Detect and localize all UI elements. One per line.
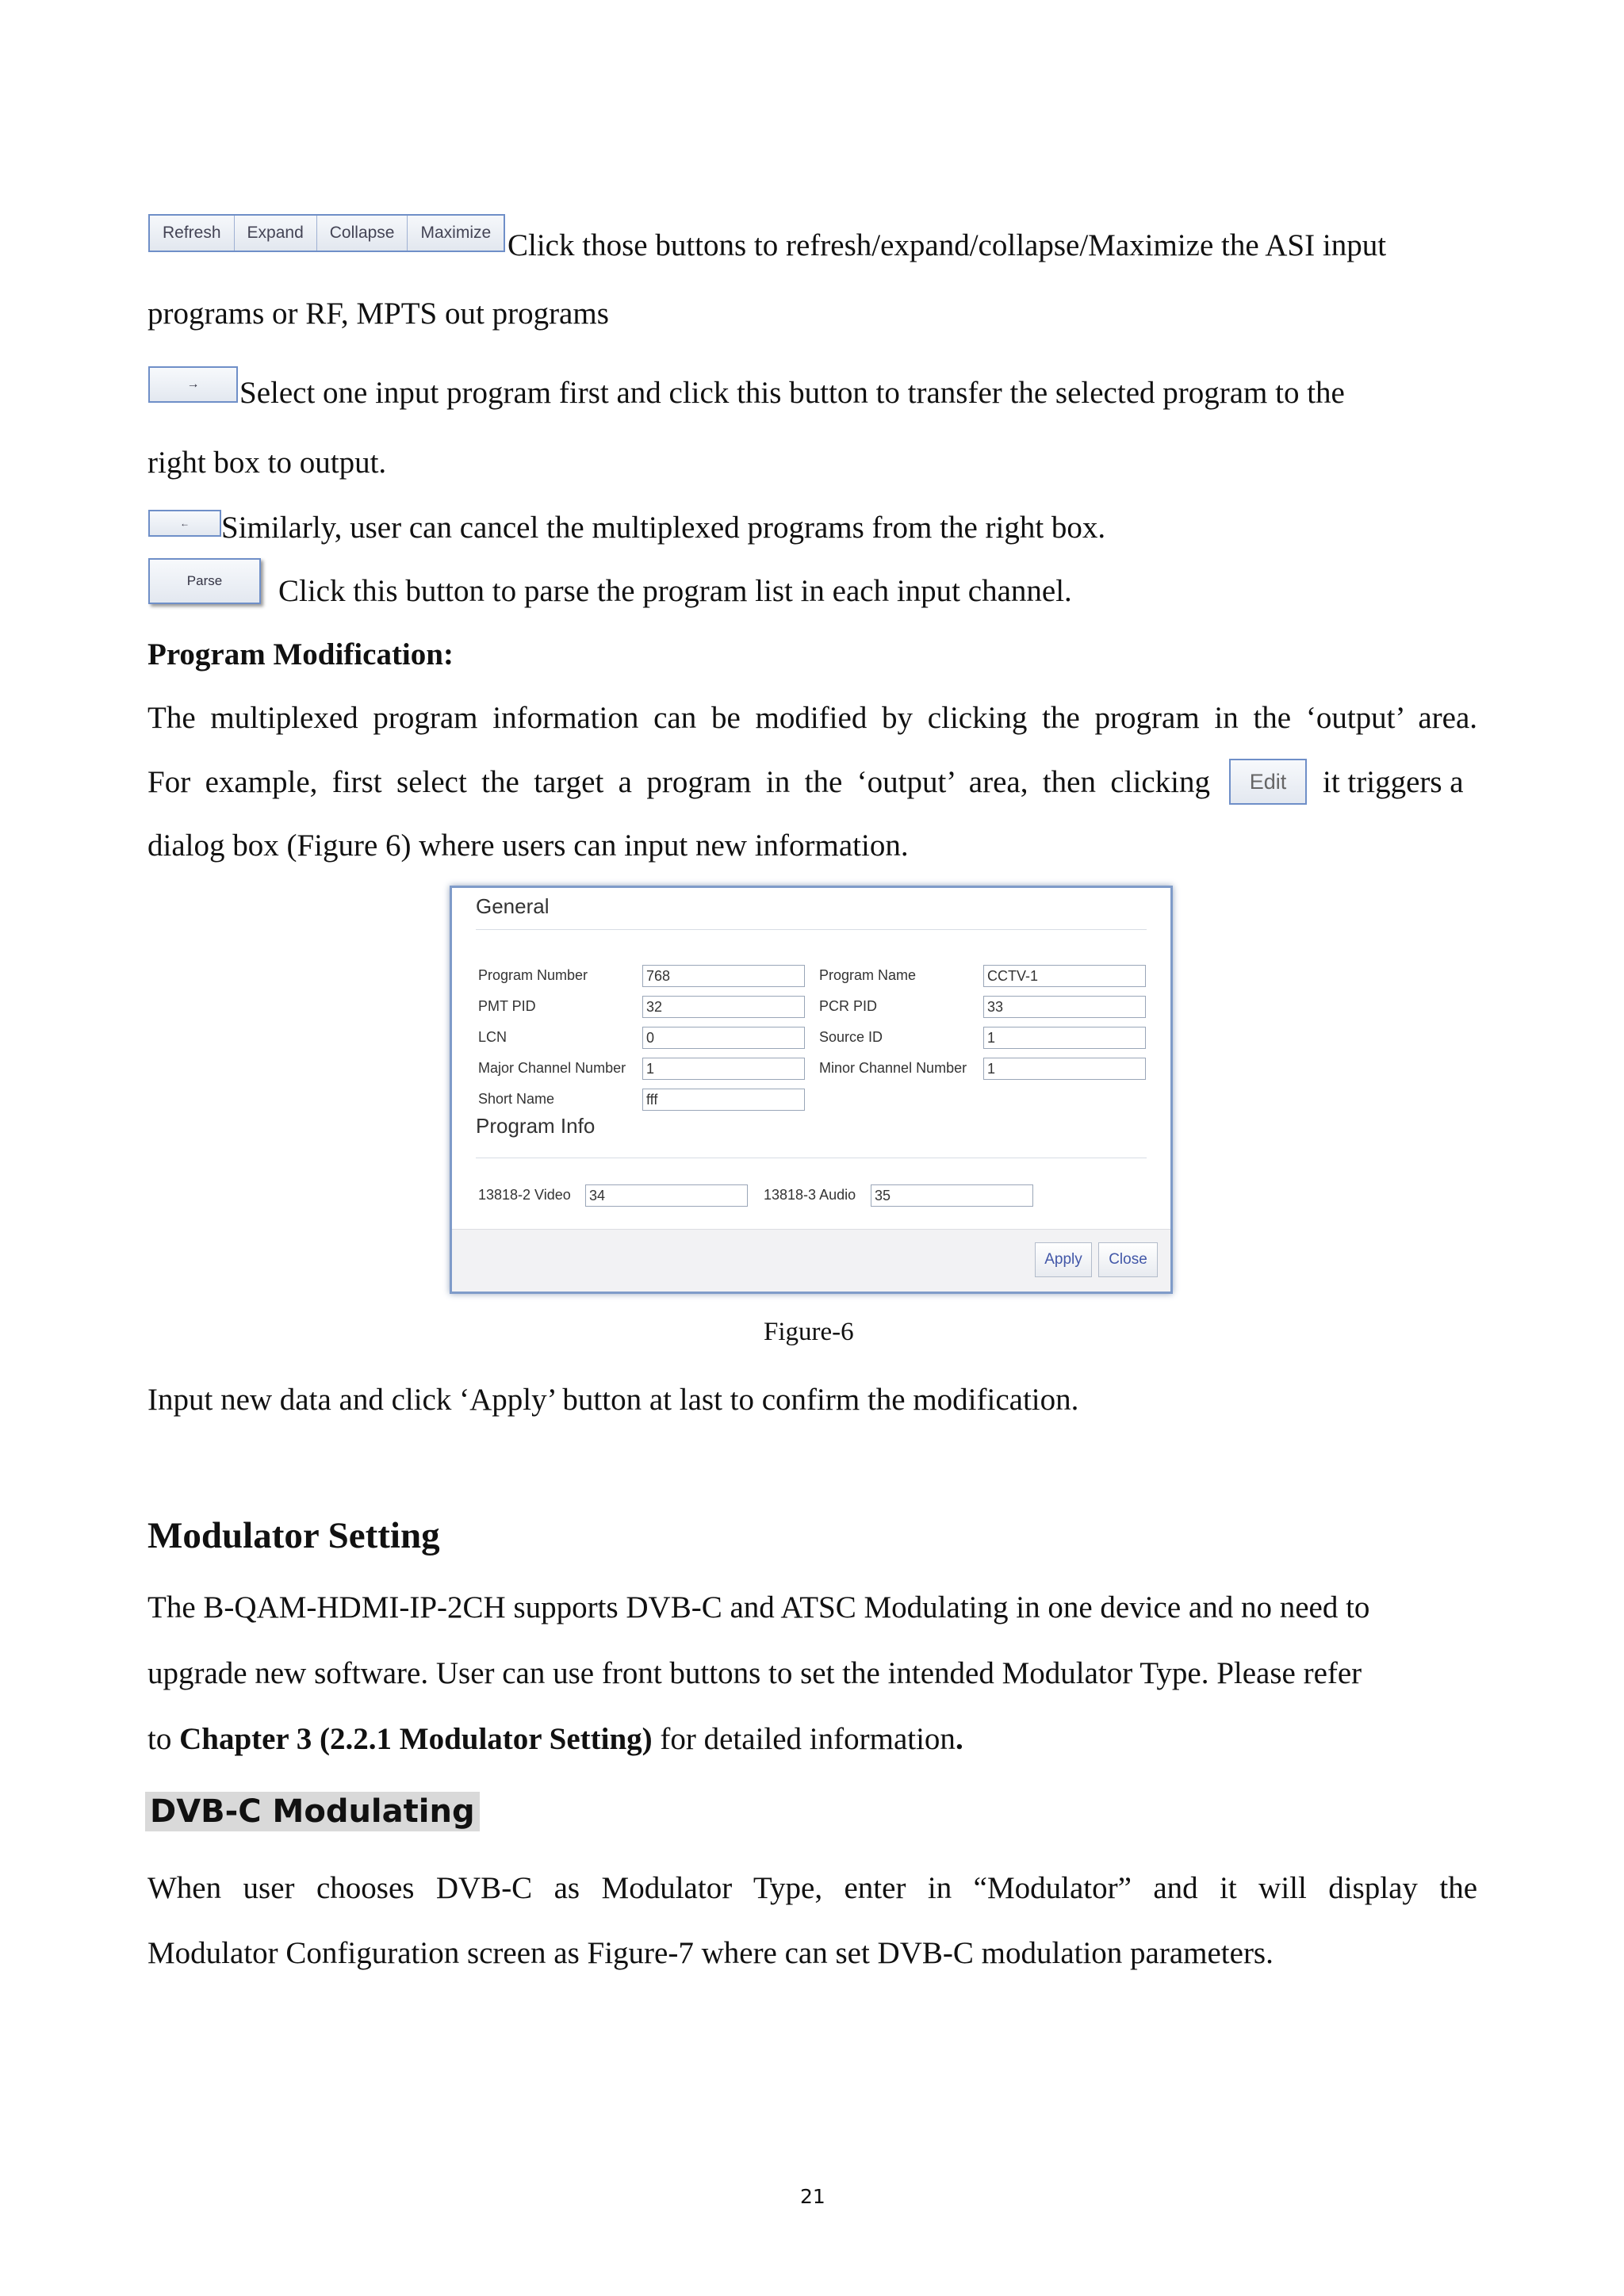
line3-suffix: for detailed information [652,1722,956,1756]
paragraph-dvbc-line1: When user chooses DVB-C as Modulator Type, enter in “Modulator” and it will display the [147,1871,1477,1905]
paragraph-transfer-line1: Select one input program first and click this button to transfer the selected program to the [239,376,1345,410]
program-name-label: Program Name [819,967,917,983]
expand-button-image: Expand [235,216,317,251]
major-channel-label: Major Channel Number [478,1060,626,1076]
video-pid-field[interactable]: 34 [585,1184,748,1207]
audio-pid-label: 13818-3 Audio [764,1187,856,1203]
paragraph-modulator-line3 [147,1720,963,1758]
program-number-field[interactable]: 768 [642,965,805,987]
parse-button-image: Parse [148,558,261,604]
paragraph-dvbc-line2: Modulator Configuration screen as Figure-7 where can set DVB-C modulation parameters. [147,1936,1274,1970]
paragraph-modulator-line1: The B-QAM-HDMI-IP-2CH supports DVB-C and ATSC Modulating in one device and no need to [147,1590,1370,1624]
paragraph-toolbar-line2: programs or RF, MPTS out programs [147,297,609,331]
paragraph-modulator-line2: upgrade new software. User can use front buttons to set the intended Modulator Type. Please refer [147,1656,1362,1690]
program-modification-heading: Program Modification: [147,637,454,672]
pcr-pid-field[interactable]: 33 [983,996,1146,1018]
general-section-title: General [476,894,550,918]
edit-program-dialog [450,886,1173,1294]
divider [476,929,1147,930]
close-button[interactable]: Close [1098,1242,1158,1277]
arrow-right-button-image [148,366,238,403]
maximize-button-image: Maximize [408,216,504,251]
pmt-pid-label: PMT PID [478,998,536,1014]
paragraph-modification-line2b: it triggers a [1323,765,1464,799]
edit-button-image: Edit [1229,759,1307,805]
paragraph-apply: Input new data and click ‘Apply’ button at last to confirm the modification. [147,1383,1079,1417]
program-name-field[interactable]: CCTV-1 [983,965,1146,987]
program-number-label: Program Number [478,967,588,983]
video-pid-label: 13818-2 Video [478,1187,571,1203]
minor-channel-label: Minor Channel Number [819,1060,967,1076]
paragraph-modification-line2a: For example, first select the target a program in the ‘output’ area, then clicking [147,765,1210,799]
paragraph-modification-line1: The multiplexed program information can be modified by clicking the program in the ‘output’ area. [147,701,1477,735]
apply-button[interactable]: Apply [1035,1242,1092,1277]
paragraph-parse: Click this button to parse the program list in each input channel. [278,574,1072,608]
modulator-setting-heading: Modulator Setting [147,1515,440,1556]
line3-prefix: to [147,1722,180,1756]
paragraph-modification-line3: dialog box (Figure 6) where users can input new information. [147,828,909,863]
audio-pid-field[interactable]: 35 [871,1184,1033,1207]
arrow-left-button-image [148,510,221,537]
paragraph-transfer-line2: right box to output. [147,446,387,480]
source-id-label: Source ID [819,1029,883,1045]
line3-period: . [955,1722,963,1756]
collapse-button-image: Collapse [317,216,408,251]
refresh-button-image: Refresh [150,216,235,251]
short-name-label: Short Name [478,1091,555,1107]
arrow-right-icon: → [186,377,200,391]
arrow-left-icon: ← [180,518,190,529]
lcn-field[interactable]: 0 [642,1027,805,1049]
lcn-label: LCN [478,1029,508,1045]
figure-caption: Figure-6 [764,1318,854,1346]
minor-channel-field[interactable]: 1 [983,1058,1146,1080]
program-info-section-title: Program Info [476,1114,596,1138]
dialog-footer [452,1229,1170,1292]
paragraph-toolbar-line1: Click those buttons to refresh/expand/collapse/Maximize the ASI input [508,228,1387,262]
pmt-pid-field[interactable]: 32 [642,996,805,1018]
expand-collapse-toolbar-image [148,214,505,252]
chapter-reference: Chapter 3 (2.2.1 Modulator Setting) [179,1722,653,1756]
paragraph-cancel: Similarly, user can cancel the multiplexed programs from the right box. [221,511,1106,545]
major-channel-field[interactable]: 1 [642,1058,805,1080]
page-number: 21 [800,2185,825,2208]
dvbc-modulating-heading: DVB-C Modulating [145,1792,480,1831]
source-id-field[interactable]: 1 [983,1027,1146,1049]
short-name-field[interactable]: fff [642,1089,805,1111]
pcr-pid-label: PCR PID [819,998,878,1014]
